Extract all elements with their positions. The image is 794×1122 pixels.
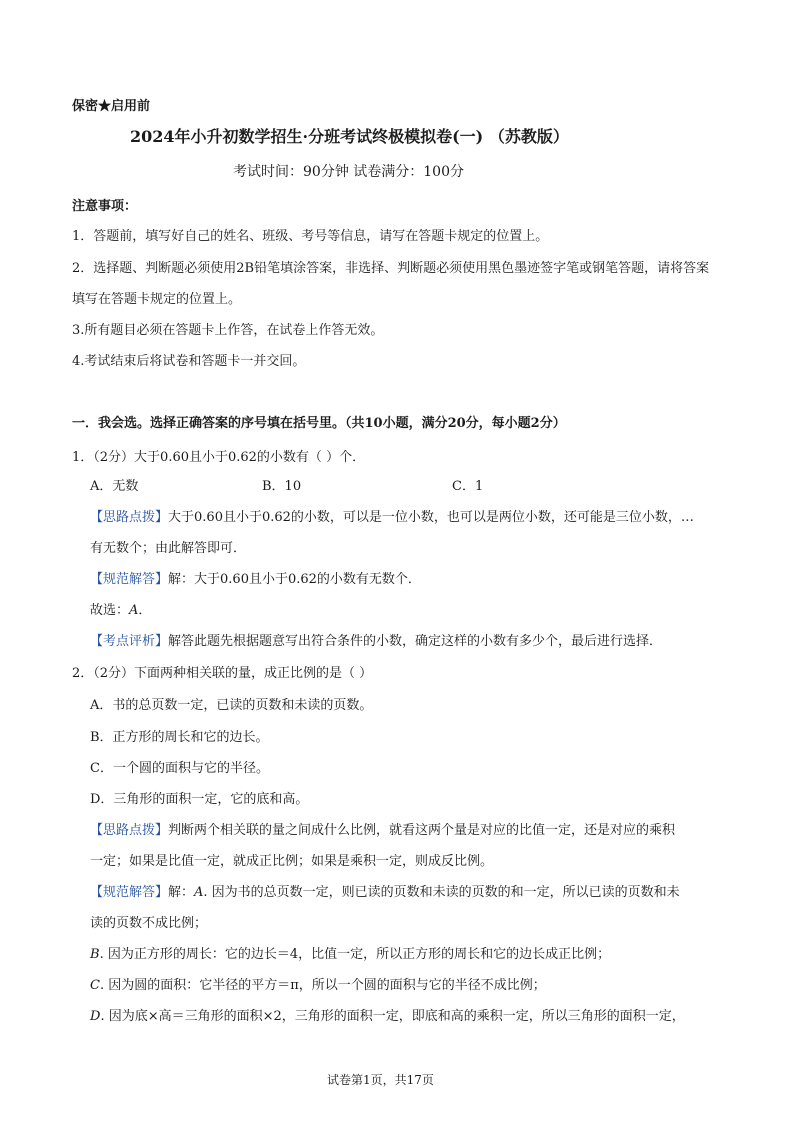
answer-a-text: . 因为书的总页数一定，则已读的页数和未读的页数的和一定，所以已读的页数和未: [203, 885, 680, 900]
page-title: 2024年小升初数学招生·分班考试终极模拟卷(一) （苏教版）: [130, 127, 569, 146]
option-c: C．一个圆的面积与它的半径。: [90, 761, 269, 776]
review-text: 解答此题先根据题意写出符合条件的小数，确定这样的小数有多少个，最后进行选择．: [168, 634, 663, 649]
note-item: 填写在答题卡规定的位置上。: [72, 292, 242, 307]
answer-tag: 【规范解答】: [90, 572, 169, 587]
choice-letter: A: [129, 603, 139, 618]
review-line: [90, 633, 662, 651]
hint-text-continued: 有无数个；由此解答即可．: [90, 541, 247, 556]
option-d: D．三角形的面积一定，它的底和高。: [90, 792, 309, 807]
option-c: C．1: [452, 479, 484, 494]
option-b: B．10: [262, 479, 302, 494]
answer-a-letter: A: [194, 885, 204, 900]
note-item: 4.考试结束后将试卷和答题卡一并交回。: [72, 354, 306, 369]
answer-c-text: . 因为圆的面积：它半径的平方＝π，所以一个圆的面积与它的半径不成比例；: [99, 978, 546, 993]
notes-heading: 注意事项：: [72, 199, 138, 214]
answer-prefix: 解：: [168, 885, 195, 900]
answer-d-letter: D: [90, 1009, 101, 1024]
hint-line: [90, 822, 675, 840]
option-a: A．书的总页数一定，已读的页数和未读的页数。: [90, 698, 373, 713]
choice-suffix: ．: [138, 603, 152, 618]
note-item: 1．答题前，填写好自己的姓名、班级、考号等信息，请写在答题卡规定的位置上。: [72, 229, 549, 244]
answer-b-letter: B: [90, 947, 100, 962]
exam-info: 考试时间：90分钟 试卷满分：100分: [233, 164, 464, 180]
option-a: A．无数: [90, 479, 139, 494]
page-footer: 试卷第1页，共17页: [327, 1073, 434, 1087]
answer-line: [90, 884, 680, 902]
answer-tag: 【规范解答】: [90, 885, 169, 900]
choice-line: [90, 602, 151, 620]
choice-prefix: 故选：: [90, 603, 130, 618]
question-stem: 2．（2分）下面两种相关联的量，成正比例的是（ ）: [72, 666, 373, 681]
section-heading: 一．我会选。选择正确答案的序号填在括号里。（共10小题，满分20分，每小题2分）: [72, 416, 566, 431]
hint-line: [90, 509, 694, 527]
review-tag: 【考点评析】: [90, 634, 169, 649]
note-item: 2．选择题、判断题必须使用2B铅笔填涂答案，非选择、判断题必须使用黑色墨迹签字笔或钢笔答题，请将答案: [72, 261, 710, 276]
answer-c-letter: C: [90, 978, 100, 993]
answer-a-continued: 读的页数不成比例；: [90, 916, 208, 931]
hint-text-continued: 一定；如果是比值一定，就成正比例；如果是乘积一定，则成反比例。: [90, 854, 494, 869]
answer-text: 解：大于0.60且小于0.62的小数有无数个．: [168, 572, 421, 587]
question-stem: 1．（2分）大于0.60且小于0.62的小数有（ ）个．: [72, 450, 366, 465]
answer-d-text: . 因为底×高＝三角形的面积×2，三角形的面积一定，即底和高的乘积一定，所以三角形的面积一定，: [100, 1009, 685, 1024]
note-item: 3.所有题目必须在答题卡上作答，在试卷上作答无效。: [72, 323, 384, 338]
answer-b-text: . 因为正方形的周长：它的边长＝4，比值一定，所以正方形的周长和它的边长成正比例；: [99, 947, 611, 962]
hint-tag: 【思路点拨】: [90, 510, 169, 525]
hint-text: 大于0.60且小于0.62的小数，可以是一位小数，也可以是两位小数，还可能是三位小数，…: [168, 510, 694, 525]
confidential-label: 保密★启用前: [72, 99, 151, 114]
answer-c-line: [90, 977, 546, 995]
hint-tag: 【思路点拨】: [90, 823, 169, 838]
answer-d-line: [90, 1008, 685, 1026]
answer-line: [90, 571, 421, 589]
hint-text: 判断两个相关联的量之间成什么比例，就看这两个量是对应的比值一定，还是对应的乘积: [168, 823, 676, 838]
option-b: B．正方形的周长和它的边长。: [90, 730, 269, 745]
answer-b-line: [90, 946, 610, 964]
